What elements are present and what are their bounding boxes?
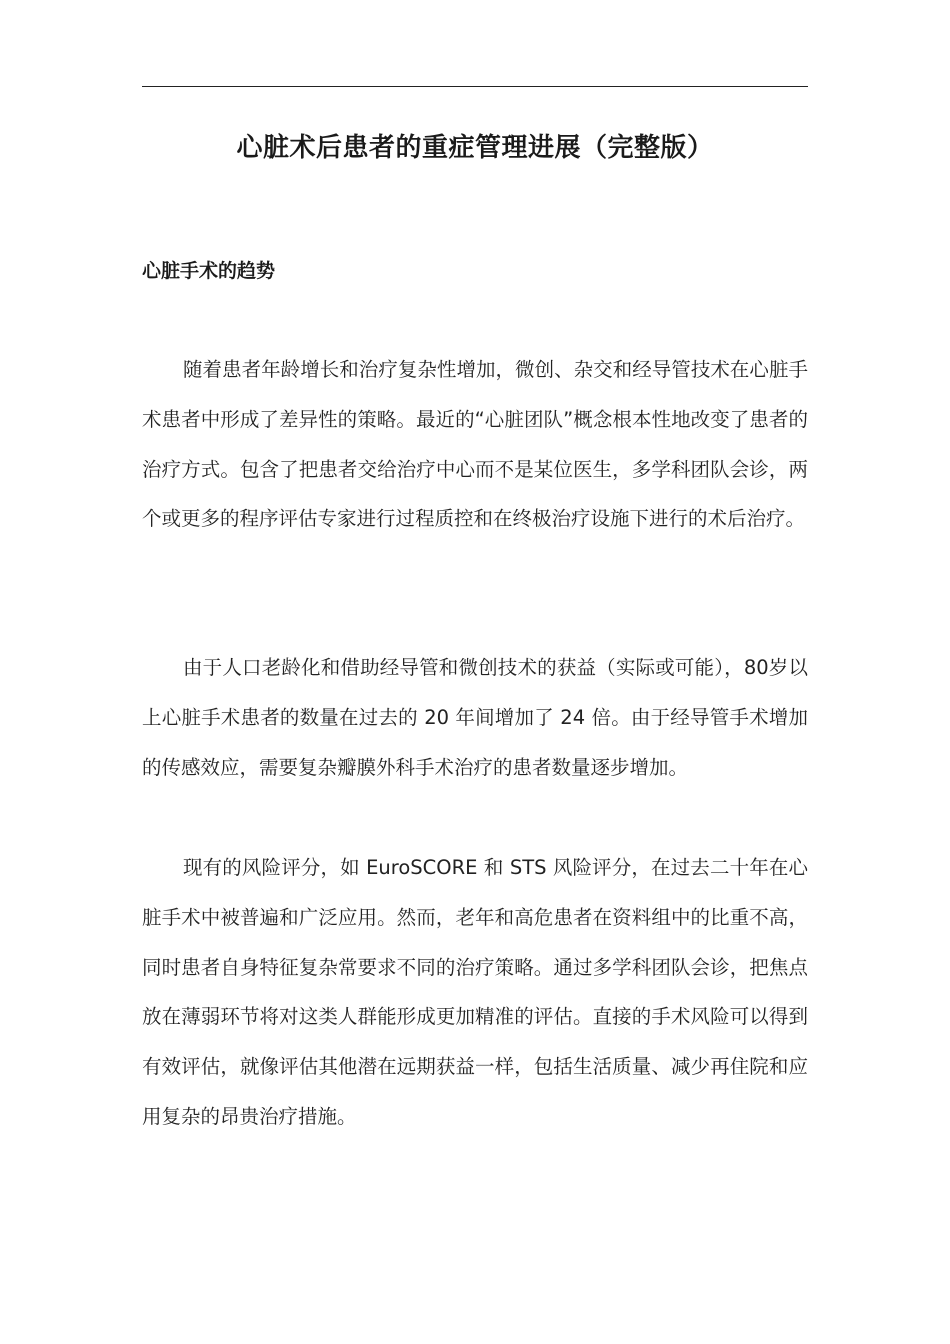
paragraph-3: 现有的风险评分，如 EuroSCORE 和 STS 风险评分，在过去二十年在心脏手术中被普遍和广泛应用。然而，老年和高危患者在资料组中的比重不高，同时患者自身特征复杂常要求不同的治疗策略。通过多学科团队会诊，把焦点放在薄弱环节将对这类人群能形成更加精准的评估。直接的手术风险可以得到有效评估，就像评估其他潜在远期获益一样，包括生活质量、减少再住院和应用复杂的昂贵治疗措施。 bbox=[142, 856, 808, 1128]
section-heading: 心脏手术的趋势 bbox=[142, 260, 276, 282]
header-divider bbox=[142, 86, 808, 87]
paragraph-2: 由于人口老龄化和借助经导管和微创技术的获益（实际或可能），80岁以上心脏手术患者的数量在过去的 20 年间增加了 24 倍。由于经导管手术增加的传感效应，需要复杂瓣膜外科手术治疗的患者数量逐步增加。 bbox=[142, 656, 808, 779]
document-title: 心脏术后患者的重症管理进展（完整版） bbox=[236, 133, 714, 163]
paragraph-1: 随着患者年龄增长和治疗复杂性增加，微创、杂交和经导管技术在心脏手术患者中形成了差异性的策略。最近的“心脏团队”概念根本性地改变了患者的治疗方式。包含了把患者交给治疗中心而不是某位医生，多学科团队会诊，两个或更多的程序评估专家进行过程质控和在终极治疗设施下进行的术后治疗。 bbox=[142, 358, 808, 531]
